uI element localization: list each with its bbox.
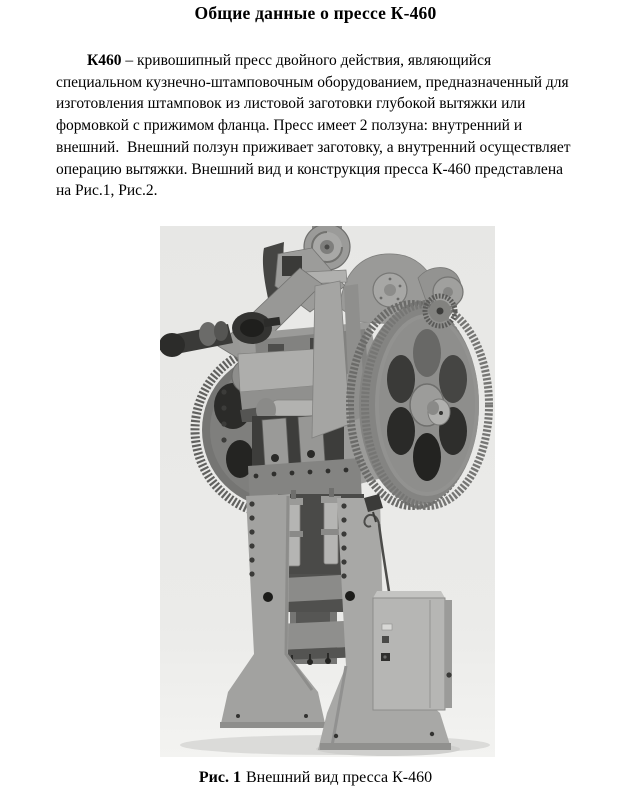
paragraph-line: специальном кузнечно-штамповочным оборудованием, предназначенный для <box>56 73 569 91</box>
intro-paragraph <box>56 50 581 202</box>
figure-caption <box>0 769 631 787</box>
paragraph-line-text: – кривошипный пресс двойного действия, являющийся <box>121 52 492 69</box>
paragraph-line: изготовления штамповок из листовой заготовки глубокой вытяжки или <box>56 95 526 113</box>
press-photo-figure <box>160 226 495 757</box>
paragraph-line: внешний. Внешний ползун приживает заготовку, а внутренний осуществляет <box>56 138 571 156</box>
paragraph-line: операцию вытяжки. Внешний вид и конструкция пресса К-460 представлена <box>56 160 563 178</box>
press-k460-photo <box>160 226 495 757</box>
figure-caption-label: Рис. 1 <box>198 769 241 786</box>
figure-caption-text: Внешний вид пресса К-460 <box>245 769 433 786</box>
page-title: Общие данные о прессе К-460 <box>194 3 437 23</box>
paragraph-line <box>56 50 581 72</box>
model-code-bold: К460 <box>87 52 122 69</box>
paragraph-line: формовкой с прижимом фланца. Пресс имеет 2 ползуна: внутренний и <box>56 117 523 135</box>
paragraph-line: на Рис.1, Рис.2. <box>56 182 158 200</box>
